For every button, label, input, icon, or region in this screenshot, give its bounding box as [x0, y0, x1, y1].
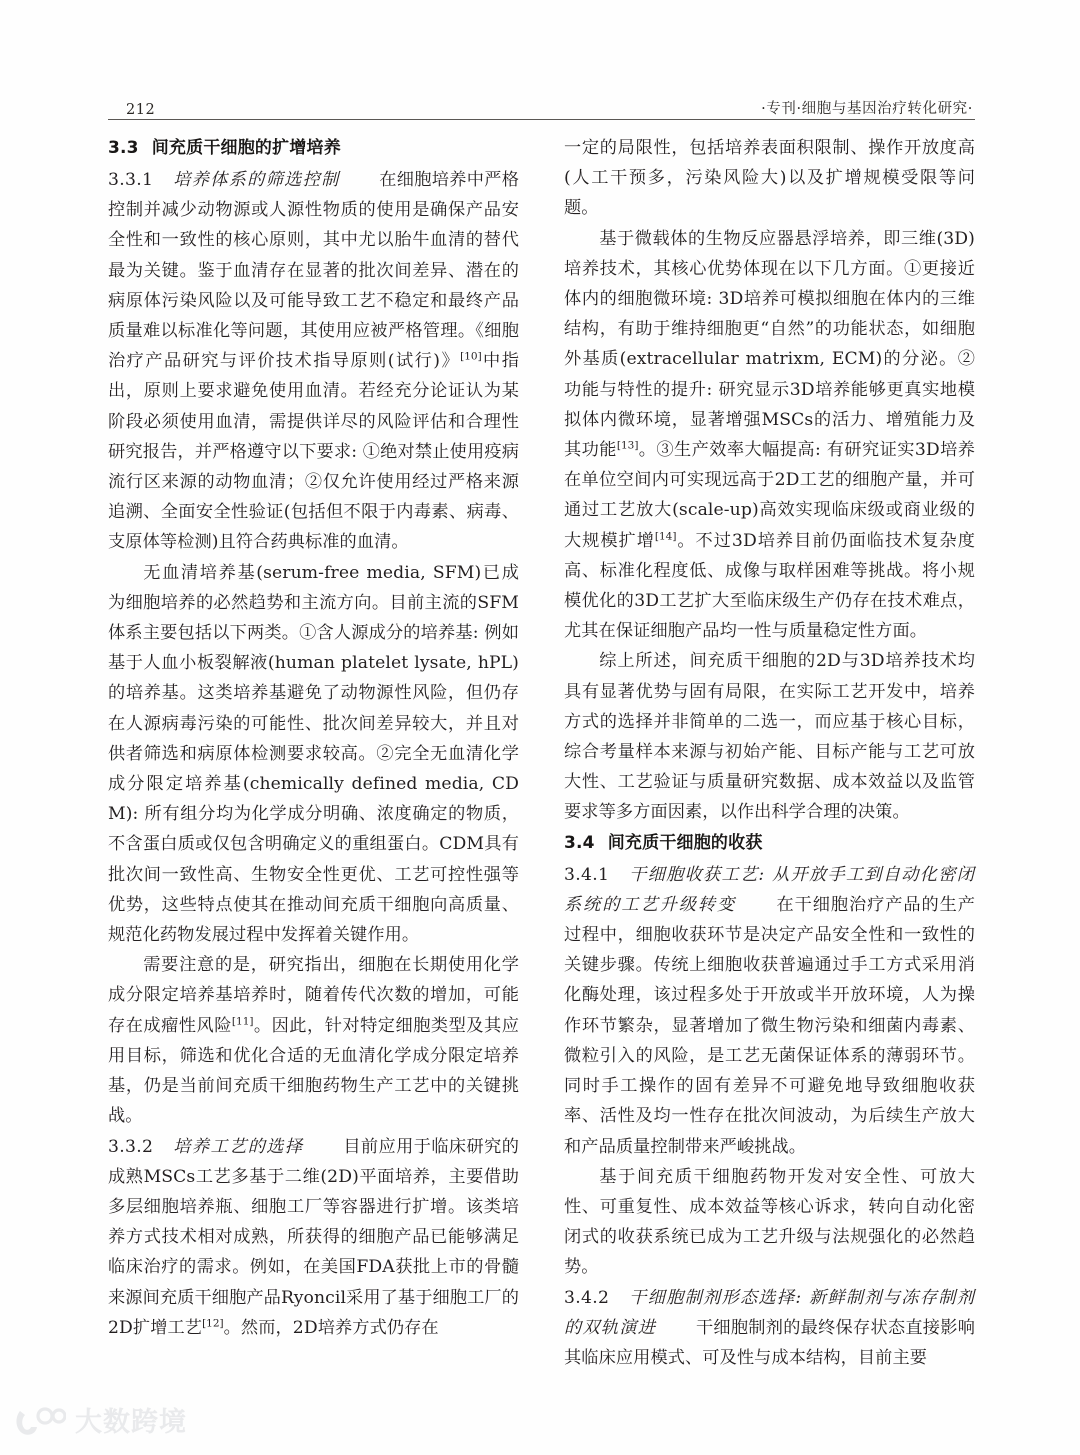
body-columns	[108, 133, 975, 1368]
subsection-3-3-1	[108, 165, 519, 558]
section-title-3-3: 间充质干细胞的扩增培养	[151, 138, 341, 158]
left-column	[108, 133, 519, 1363]
section-heading-3-3	[108, 133, 519, 163]
subsection-title-3-4-2: 干细胞制剂形态选择: 新鲜制剂与冻存制剂的双轨演进	[564, 1287, 975, 1338]
page-number: 212	[126, 102, 156, 118]
header-rule	[108, 119, 975, 120]
paragraph-2d-limitations: 一定的局限性，包括培养表面积限制、操作开放度高(人工干预多，污染风险大)以及扩增规模受限等问题。	[564, 138, 975, 219]
subsection-3-3-2	[108, 1132, 519, 1343]
right-column	[564, 133, 975, 1368]
paragraph-cdm-note-part2: 。因此，针对特定细胞类型及其应用目标，筛选和优化合适的无血清化学成分限定培养基，仍是当前间充质干细胞药物生产工艺中的关键挑战。	[108, 1015, 519, 1127]
section-number-3-3: 3.3	[108, 138, 139, 158]
paragraph-summary: 综上所述，间充质干细胞的2D与3D培养技术均具有显著优势与固有局限，在实际工艺开发中，培养方式的选择并非简单的二选一，而应基于核心目标，综合考量样本来源与初始产能、目标产能与工艺可放大性、工艺验证与质量研究数据、成本效益以及监管要求等多方面因素，以作出科学合理的决策。	[564, 651, 975, 823]
subsection-number-3-4-1: 3.4.1	[564, 864, 610, 885]
running-head	[108, 88, 975, 118]
brand-logo-icon	[14, 1407, 66, 1437]
paragraph-3d-advantages	[564, 224, 975, 647]
subsection-number-3-3-2: 3.3.2	[108, 1136, 154, 1157]
subsection-number-3-4-2: 3.4.2	[564, 1287, 610, 1308]
subsection-3-4-1-body: 在干细胞治疗产品的生产过程中，细胞收获环节是决定产品安全性和一致性的关键步骤。传统上细胞收获普遍通过手工方式采用消化酶处理，该过程多处于开放或半开放环境，人为操作环节繁杂，显著增加了微生物污染和细菌内毒素、微粒引入的风险，是工艺无菌保证体系的薄弱环节。同时手工操作的固有差异不可避免地导致细胞收获率、活性及均一性存在批次间波动，为后续生产放大和产品质量控制带来严峻挑战。	[564, 894, 975, 1157]
reference-marker-11: [11]	[231, 1014, 254, 1027]
section-heading-3-4	[564, 828, 975, 858]
subsection-3-4-2-body: 干细胞制剂的最终保存状态直接影响其临床应用模式、可及性与成本结构，目前主要	[564, 1317, 975, 1368]
paragraph-sfm: 无血清培养基(serum-free media, SFM)已成为细胞培养的必然趋势和主流方向。目前主流的SFM体系主要包括以下两类。①含人源成分的培养基: 例如基于人血小板裂解液(human platelet lysate, hPL)的培养基。这类培养基避免了动物源性风险，但仍存在人源病毒污染的可能性、批次间差异较大，并且对供者筛选和病原体检测要求较高。②完全无血清化学成分限定培养基(chemically defined media, CDM): 所有组分均为化学成分明确、浓度确定的物质，不含蛋白质或仅包含明确定义的重组蛋白。CDM具有批次间一致性高、生物安全性更优、工艺可控性强等优势，这些特点使其在推动间充质干细胞向高质量、规范化药物发展过程中发挥着关键作用。	[108, 562, 519, 946]
subsection-3-4-2	[564, 1283, 975, 1374]
subsection-title-3-4-1-line2: 系统的工艺升级转变	[564, 894, 737, 915]
subsection-title-3-3-1: 培养体系的筛选控制	[173, 170, 340, 190]
subsection-3-4-1	[564, 860, 975, 1162]
paragraph-automation: 基于间充质干细胞药物开发对安全性、可放大性、可重复性、成本效益等核心诉求，转向自动化密闭式的收获系统已成为工艺升级与法规强化的必然趋势。	[564, 1166, 975, 1278]
reference-marker-14: [14]	[654, 529, 677, 542]
reference-marker-10: [10]	[460, 350, 482, 363]
section-title-3-4: 间充质干细胞的收获	[607, 832, 763, 853]
watermark-text: 大数跨境	[75, 1406, 187, 1438]
reference-marker-12: [12]	[202, 1316, 224, 1329]
paragraph-cdm-note-part1: 需要注意的是，研究指出，细胞在长期使用化学成分限定培养基培养时，随着传代次数的增加，可能存在成瘤性风险	[108, 955, 519, 1036]
subsection-3-3-1-body-part1: 在细胞培养中严格控制并减少动物源或人源性物质的使用是确保产品安全性和一致性的核心原则，其中尤以胎牛血清的替代最为关键。鉴于血清存在显著的批次间差异、潜在的病原体污染风险以及可能导致工艺不稳定和最终产品质量难以标准化等问题，其使用应被严格管理。《细胞治疗产品研究与评价技术指导原则(试行)》	[108, 170, 519, 372]
subsection-title-3-3-2: 培养工艺的选择	[173, 1136, 304, 1157]
subsection-title-3-4-1-line1: 干细胞收获工艺: 从开放手工到自动化密闭	[629, 864, 975, 885]
paragraph-3d-part2: 。③生产效率大幅提高: 有研究证实3D培养在单位空间内可实现远高于2D工艺的细胞产量，并可通过工艺放大(scale-up)高效实现临床级或商业级的大规模扩增	[564, 440, 975, 551]
subsection-number-3-3-1: 3.3.1	[108, 170, 154, 190]
running-title: ·专刊·细胞与基因治疗转化研究·	[761, 101, 973, 117]
watermark	[14, 1402, 187, 1442]
paragraph-cdm-note	[108, 950, 519, 1131]
paragraph-3d-part3: 。不过3D培养目前仍面临技术复杂度高、标准化程度低、成像与取样困难等挑战。将小规模优化的3D工艺扩大至临床级生产仍存在技术难点，尤其在保证细胞产品均一性与质量稳定性方面。	[564, 530, 975, 642]
section-number-3-4: 3.4	[564, 832, 595, 853]
subsection-3-3-1-body-part2: 中指出，原则上要求避免使用血清。若经充分论证认为某阶段必须使用血清，需提供详尽的风险评估和合理性研究报告，并严格遵守以下要求: ①绝对禁止使用疫病流行区来源的动物血清；②仅允许使用经过严格来源追溯、全面安全性验证(包括但不限于内毒素、病毒、支原体等检测)且符合药典标准的血清。	[108, 351, 519, 553]
subsection-3-3-2-body-part2: 。然而，2D培养方式仍存在	[223, 1317, 439, 1338]
paragraph-3d-part1: 基于微载体的生物反应器悬浮培养，即三维(3D)培养技术，其核心优势体现在以下几方面。①更接近体内的细胞微环境: 3D培养可模拟细胞在体内的三维结构，有助于维持细胞更“自然”的功能状态，如细胞外基质(extracellular matrixm, ECM)的分泌。②功能与特性的提升: 研究显示3D培养能够更真实地模拟体内微环境，显著增强MSCs的活力、增殖能力及其功能	[564, 228, 975, 461]
subsection-3-3-2-body-part1: 目前应用于临床研究的成熟MSCs工艺多基于二维(2D)平面培养，主要借助多层细胞培养瓶、细胞工厂等容器进行扩增。该类培养方式技术相对成熟，所获得的细胞产品已能够满足临床治疗的需求。例如，在美国FDA获批上市的骨髓来源间充质干细胞产品Ryoncil采用了基于细胞工厂的2D扩增工艺	[108, 1136, 519, 1338]
reference-marker-13: [13]	[616, 439, 639, 452]
